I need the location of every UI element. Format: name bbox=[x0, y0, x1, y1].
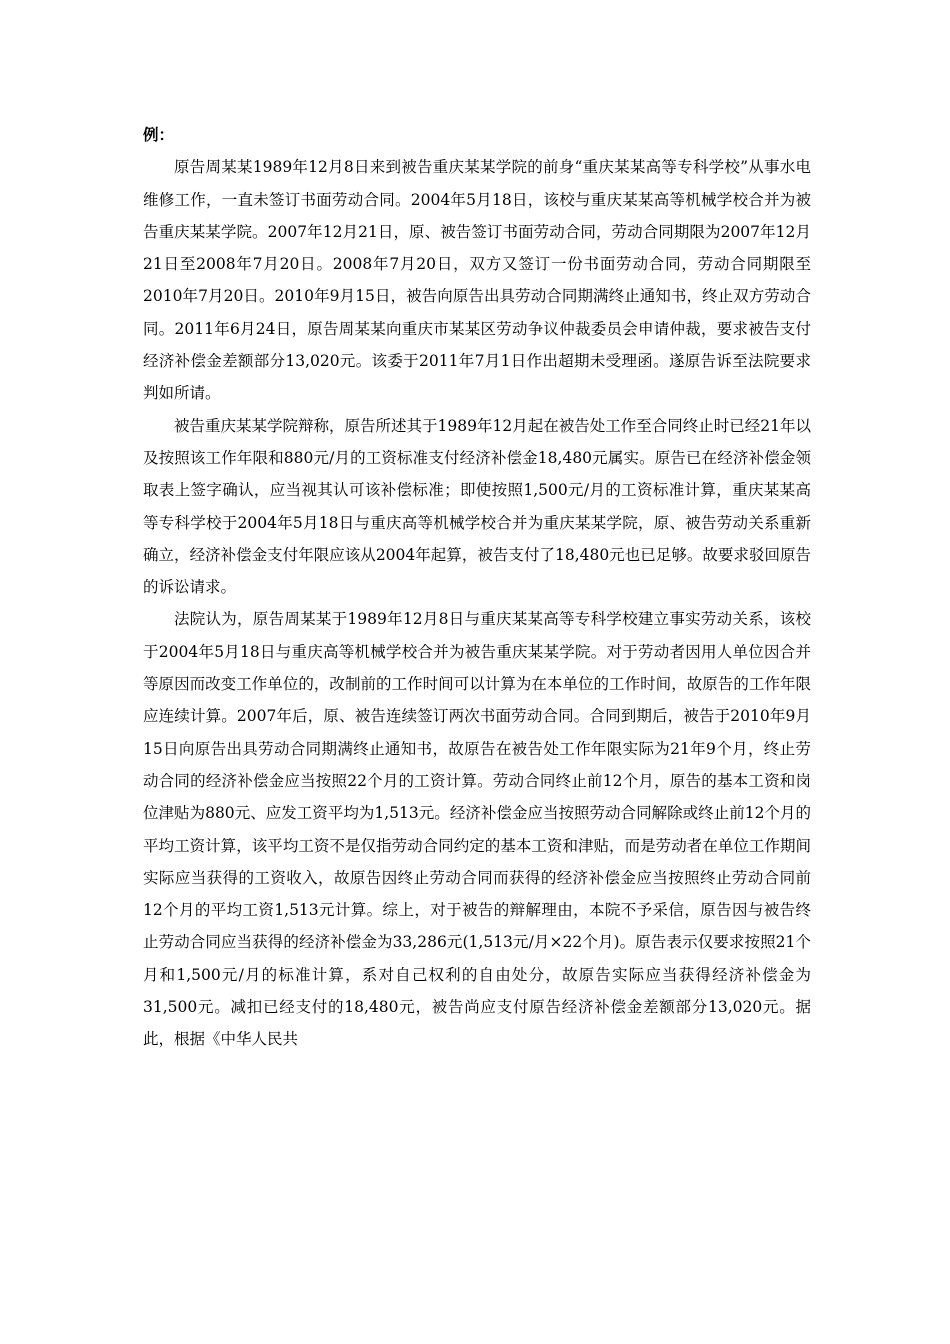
document-body bbox=[143, 119, 811, 1056]
paragraph-defendant-defense: 被告重庆某某学院辩称，原告所述其于1989年12月起在被告处工作至合同终止时已经21年以及按照该工作年限和880元/月的工资标准支付经济补偿金18,480元属实。原告已在经济补偿金领取表上签字确认，应当视其认可该补偿标准；即使按照1,500元/月的工资标准计算，重庆某某高等专科学校于2004年5月18日与重庆高等机械学校合并为重庆某某学院，原、被告劳动关系重新确立，经济补偿金支付年限应该从2004年起算，被告支付了18,480元也已足够。故要求驳回原告的诉讼请求。 bbox=[143, 416, 811, 597]
example-heading: 例： bbox=[143, 126, 175, 144]
paragraph-court-opinion: 法院认为，原告周某某于1989年12月8日与重庆某某高等专科学校建立事实劳动关系，该校于2004年5月18日与重庆高等机械学校合并为被告重庆某某学院。对于劳动者因用人单位因合并等原因而改变工作单位的，改制前的工作时间可以计算为在本单位的工作时间，故原告的工作年限应连续计算。2007年后，原、被告连续签订两次书面劳动合同。合同到期后，被告于2010年9月15日向原告出具劳动合同期满终止通知书，故原告在被告处工作年限实际为21年9个月，终止劳动合同的经济补偿金应当按照22个月的工资计算。劳动合同终止前12个月，原告的基本工资和岗位津贴为880元、应发工资平均为1,513元。经济补偿金应当按照劳动合同解除或终止前12个月的平均工资计算，该平均工资不是仅指劳动合同约定的基本工资和津贴，而是劳动者在单位工作期间实际应当获得的工资收入，故原告因终止劳动合同而获得的经济补偿金应当按照终止劳动合同前12个月的平均工资1,513元计算。综上，对于被告的辩解理由，本院不予采信，原告因与被告终止劳动合同应当获得的经济补偿金为33,286元(1,513元/月×22个月)。原告表示仅要求按照21个月和1,500元/月的标准计算，系对自己权利的自由处分，故原告实际应当获得经济补偿金为31,500元。减扣已经支付的18,480元，被告尚应支付原告经济补偿金差额部分13,020元。据此，根据《中华人民共 bbox=[143, 610, 811, 1049]
paragraph-plaintiff-claim: 原告周某某1989年12月8日来到被告重庆某某学院的前身“重庆某某高等专科学校”从事水电维修工作，一直未签订书面劳动合同。2004年5月18日，该校与重庆某某高等机械学校合并为被告重庆某某学院。2007年12月21日，原、被告签订书面劳动合同，劳动合同期限为2007年12月21日至2008年7月20日。2008年7月20日，双方又签订一份书面劳动合同，劳动合同期限至2010年7月20日。2010年9月15日，被告向原告出具劳动合同期满终止通知书，终止双方劳动合同。2011年6月24日，原告周某某向重庆市某某区劳动争议仲裁委员会申请仲裁，要求被告支付经济补偿金差额部分13,020元。该委于2011年7月1日作出超期未受理函。遂原告诉至法院要求判如所请。 bbox=[143, 158, 811, 403]
